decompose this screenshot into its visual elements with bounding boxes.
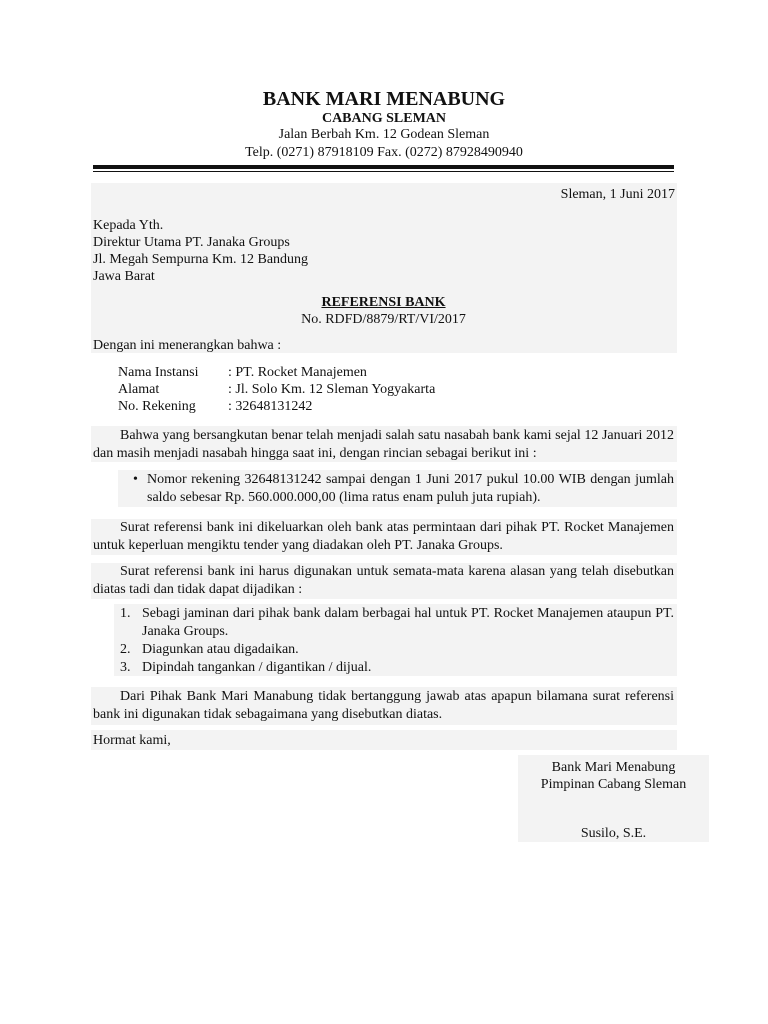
bank-address: Jalan Berbah Km. 12 Godean Sleman xyxy=(278,127,490,142)
numbered-item-2-text: Diagunkan atau digadaikan. xyxy=(142,642,299,657)
detail-label-instansi: Nama Instansi xyxy=(118,365,199,380)
recipient-street: Jl. Megah Sempurna Km. 12 Bandung xyxy=(93,252,309,267)
bullet-dot-icon: • xyxy=(133,472,138,487)
detail-value-instansi: : PT. Rocket Manajemen xyxy=(228,365,367,380)
letterhead-divider-thick xyxy=(93,165,674,169)
paragraph-1 xyxy=(93,427,674,463)
numbered-list xyxy=(120,605,674,677)
numbered-item-2-number: 2. xyxy=(120,642,131,657)
detail-label-rekening: No. Rekening xyxy=(118,399,196,414)
numbered-item-3-number: 3. xyxy=(120,660,131,675)
recipient-region: Jawa Barat xyxy=(93,269,155,284)
bullet-item-text: Nomor rekening 32648131242 sampai dengan 1 Juni 2017 pukul 10.00 WIB dengan jumlah saldo sebesar Rp. 560.000.000,00 (lima ratus enam puluh juta rupiah). xyxy=(147,472,674,505)
signature-bank: Bank Mari Menabung xyxy=(551,760,676,775)
bank-phone-fax: Telp. (0271) 87918109 Fax. (0272) 87928490940 xyxy=(245,145,523,160)
paragraph-1-text: Bahwa yang bersangkutan benar telah menjadi salah satu nasabah bank kami sejal 12 Januari 2012 dan masih menjadi nasabah hingga saat ini, dengan rincian sebagai berikut ini : xyxy=(93,428,674,461)
paragraph-4-text: Dari Pihak Bank Mari Manabung tidak bertanggung jawab atas apapun bilamana surat referensi bank ini digunakan tidak sebagaimana yang disebutkan diatas. xyxy=(93,689,674,722)
intro-line: Dengan ini menerangkan bahwa : xyxy=(93,338,282,353)
numbered-item-1 xyxy=(120,605,674,641)
recipient-salutation: Kepada Yth. xyxy=(93,218,164,233)
numbered-item-2 xyxy=(120,641,674,659)
numbered-item-3 xyxy=(120,659,674,677)
paragraph-3-text: Surat referensi bank ini harus digunakan untuk semata-mata karena alasan yang telah disebutkan diatas tadi dan tidak dapat dijadikan : xyxy=(93,564,674,597)
numbered-item-1-text: Sebagi jaminan dari pihak bank dalam berbagai hal untuk PT. Rocket Manajemen ataupun PT. Janaka Groups. xyxy=(142,606,674,639)
bullet-list-item xyxy=(133,471,674,507)
recipient-name: Direktur Utama PT. Janaka Groups xyxy=(93,235,290,250)
letter-reference-number: No. RDFD/8879/RT/VI/2017 xyxy=(301,312,466,327)
paragraph-4 xyxy=(93,688,674,724)
letterhead-divider-thin xyxy=(93,171,674,172)
paragraph-2 xyxy=(93,519,674,555)
numbered-item-1-number: 1. xyxy=(120,606,131,621)
closing-line: Hormat kami, xyxy=(93,733,171,748)
detail-value-rekening: : 32648131242 xyxy=(228,399,313,414)
closing-block xyxy=(91,730,677,750)
letter-subject-title: REFERENSI BANK xyxy=(321,295,446,310)
letter-date: Sleman, 1 Juni 2017 xyxy=(560,187,675,202)
detail-label-alamat: Alamat xyxy=(118,382,160,397)
paragraph-3 xyxy=(93,563,674,599)
signature-position: Pimpinan Cabang Sleman xyxy=(540,777,687,792)
branch-name: CABANG SLEMAN xyxy=(321,111,447,126)
detail-value-alamat: : Jl. Solo Km. 12 Sleman Yogyakarta xyxy=(228,382,436,397)
paragraph-2-text: Surat referensi bank ini dikeluarkan oleh bank atas permintaan dari pihak PT. Rocket Manajemen untuk keperluan mengiktu tender yang diadakan oleh PT. Janaka Groups. xyxy=(93,520,674,553)
bank-name: BANK MARI MENABUNG xyxy=(262,88,506,110)
numbered-item-3-text: Dipindah tangankan / digantikan / dijual. xyxy=(142,660,372,675)
signature-name: Susilo, S.E. xyxy=(580,826,647,841)
